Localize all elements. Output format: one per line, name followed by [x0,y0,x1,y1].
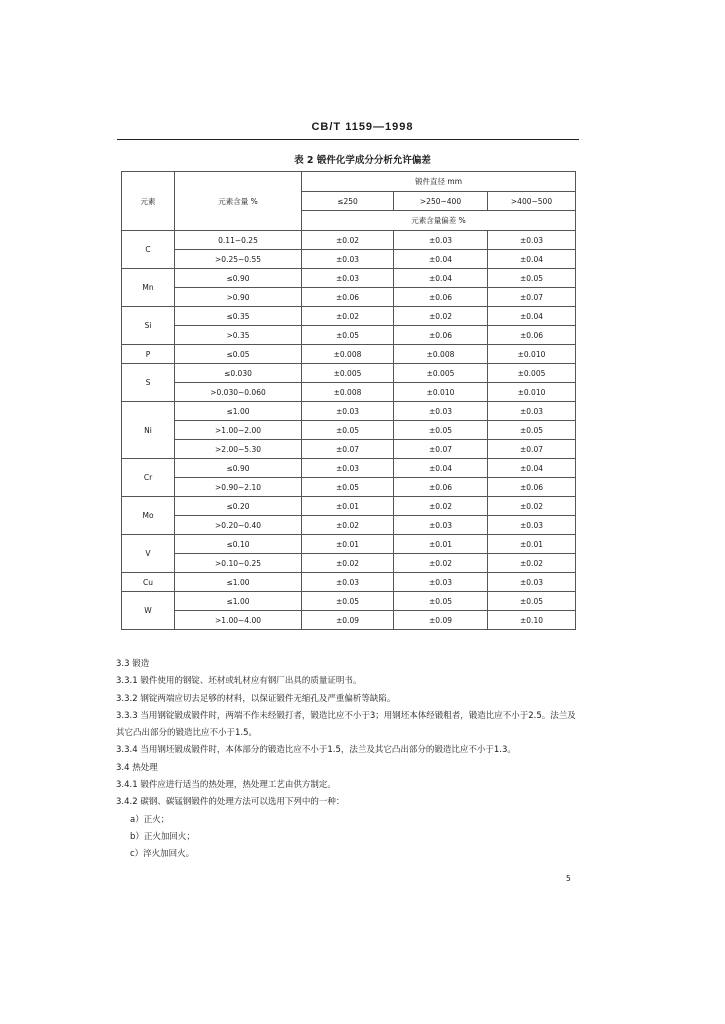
standard-number: CB/T 1159—1998 [311,121,414,133]
deviation-cell: ±0.03 [488,402,576,421]
table-row [122,611,576,630]
deviation-cell: ±0.010 [488,383,576,402]
element-cell: P [122,345,175,364]
element-cell: C [122,231,175,269]
deviation-cell: ±0.005 [488,364,576,383]
page-number: 5 [566,874,571,883]
deviation-cell: ±0.03 [302,250,394,269]
table-row [122,440,576,459]
table-row [122,421,576,440]
deviation-cell: ±0.04 [394,459,488,478]
content-cell: >0.90 [175,288,302,307]
table-row [122,250,576,269]
deviation-cell: ±0.010 [394,383,488,402]
element-cell: Mn [122,269,175,307]
header-diameter-2: >250~400 [394,192,488,211]
content-cell: ≤0.35 [175,307,302,326]
text-paragraph: 3.3.3 当用钢锭锻成锻件时，两端不作未经锻打者，锻造比应不小于3；用钢坯本体经锻粗者，锻造比应不小于2.5。法兰及其它凸出部分的锻造比应不小于1.5。 [116,710,576,739]
content-cell: >2.00~5.30 [175,440,302,459]
element-cell: Cr [122,459,175,497]
content-cell: ≤0.05 [175,345,302,364]
deviation-cell: ±0.008 [394,345,488,364]
table-row [122,535,576,554]
deviation-cell: ±0.03 [302,402,394,421]
text-paragraph: 3.4 热处理 [116,762,158,773]
deviation-cell: ±0.06 [488,478,576,497]
header-diameter-1: ≤250 [302,192,394,211]
deviation-cell: ±0.03 [394,573,488,592]
deviation-cell: ±0.05 [394,592,488,611]
deviation-cell: ±0.02 [488,554,576,573]
content-cell: >0.20~0.40 [175,516,302,535]
deviation-cell: ±0.03 [488,516,576,535]
table-row [122,478,576,497]
element-cell: V [122,535,175,573]
table-row [122,383,576,402]
table-row [122,364,576,383]
deviation-cell: ±0.03 [394,231,488,250]
text-paragraph: 3.4.2 碳钢、碳锰钢锻件的处理方法可以选用下列中的一种： [116,797,345,808]
content-cell: ≤1.00 [175,592,302,611]
table-row [122,345,576,364]
content-cell: ≤1.00 [175,573,302,592]
table-row [122,231,576,250]
deviation-cell: ±0.07 [488,288,576,307]
deviation-cell: ±0.07 [488,440,576,459]
deviation-cell: ±0.02 [394,497,488,516]
deviation-cell: ±0.09 [302,611,394,630]
content-cell: ≤0.20 [175,497,302,516]
content-cell: >0.030~0.060 [175,383,302,402]
deviation-cell: ±0.02 [394,554,488,573]
text-paragraph: 3.3 锻造 [116,659,150,669]
content-cell: 0.11~0.25 [175,231,302,250]
table-row [122,459,576,478]
text-paragraph: c）淬火加回火。 [130,849,195,860]
deviation-cell: ±0.01 [302,497,394,516]
table-row [122,288,576,307]
content-cell: ≤0.90 [175,459,302,478]
element-cell: Ni [122,402,175,459]
deviation-cell: ±0.05 [302,592,394,611]
deviation-cell: ±0.02 [302,307,394,326]
header-element: 元素 [122,172,175,231]
deviation-cell: ±0.04 [488,307,576,326]
deviation-cell: ±0.07 [394,440,488,459]
deviation-cell: ±0.05 [302,326,394,345]
text-paragraph: 3.3.4 当用钢坯锻成锻件时，本体部分的锻造比应不小于1.5，法兰及其它凸出部分的锻造比应不小于1.3。 [116,745,516,756]
content-cell: >1.00~2.00 [175,421,302,440]
text-paragraph: 3.3.2 钢锭两端应切去足够的材料，以保证锻件无缩孔及严重偏析等缺陷。 [116,693,396,704]
deviation-cell: ±0.04 [394,269,488,288]
deviation-cell: ±0.03 [302,269,394,288]
header-deviation: 元素含量偏差 % [302,211,576,231]
deviation-cell: ±0.04 [488,459,576,478]
table-row [122,326,576,345]
deviation-cell: ±0.03 [394,402,488,421]
table-row [122,497,576,516]
deviation-cell: ±0.06 [394,288,488,307]
deviation-cell: ±0.05 [488,592,576,611]
text-paragraph: b）正火加回火； [130,831,195,842]
deviation-cell: ±0.03 [488,231,576,250]
element-cell: Mo [122,497,175,535]
header-diameter-3: >400~500 [488,192,576,211]
deviation-cell: ±0.010 [488,345,576,364]
header-diameter: 锻件直径 mm [302,172,576,192]
deviation-cell: ±0.02 [302,516,394,535]
deviation-cell: ±0.03 [302,573,394,592]
table-row [122,554,576,573]
header-rule [117,139,579,140]
table-row [122,402,576,421]
deviation-cell: ±0.02 [488,497,576,516]
deviation-cell: ±0.03 [488,573,576,592]
deviation-cell: ±0.06 [394,326,488,345]
deviation-cell: ±0.05 [488,421,576,440]
element-cell: Si [122,307,175,345]
content-cell: >0.10~0.25 [175,554,302,573]
content-cell: >0.35 [175,326,302,345]
deviation-cell: ±0.06 [488,326,576,345]
deviation-cell: ±0.04 [394,250,488,269]
content-cell: ≤0.90 [175,269,302,288]
element-cell: W [122,592,175,630]
deviation-cell: ±0.05 [488,269,576,288]
deviation-cell: ±0.005 [394,364,488,383]
text-paragraph: a）正火； [130,814,170,825]
header-content: 元素含量 % [175,172,302,231]
table-row [122,516,576,535]
table-row [122,573,576,592]
content-cell: ≤0.10 [175,535,302,554]
deviation-cell: ±0.06 [394,478,488,497]
element-cell: Cu [122,573,175,592]
deviation-cell: ±0.06 [302,288,394,307]
deviation-cell: ±0.04 [488,250,576,269]
table-row [122,307,576,326]
deviation-cell: ±0.01 [488,535,576,554]
deviation-cell: ±0.005 [302,364,394,383]
deviation-cell: ±0.05 [394,421,488,440]
deviation-table [121,171,576,630]
deviation-cell: ±0.09 [394,611,488,630]
content-cell: ≤1.00 [175,402,302,421]
content-cell: ≤0.030 [175,364,302,383]
body-text [116,656,578,864]
table-row [122,269,576,288]
deviation-cell: ±0.02 [302,554,394,573]
deviation-cell: ±0.10 [488,611,576,630]
deviation-cell: ±0.02 [302,231,394,250]
deviation-cell: ±0.01 [394,535,488,554]
text-paragraph: 3.3.1 锻件使用的钢锭、坯材或轧材应有钢厂出具的质量证明书。 [116,676,362,687]
deviation-cell: ±0.05 [302,421,394,440]
deviation-cell: ±0.05 [302,478,394,497]
deviation-cell: ±0.008 [302,345,394,364]
table-title: 表 2 锻件化学成分分析允许偏差 [294,155,431,166]
content-cell: >1.00~4.00 [175,611,302,630]
deviation-cell: ±0.008 [302,383,394,402]
deviation-cell: ±0.02 [394,307,488,326]
deviation-cell: ±0.07 [302,440,394,459]
content-cell: >0.90~2.10 [175,478,302,497]
deviation-cell: ±0.03 [394,516,488,535]
element-cell: S [122,364,175,402]
table-row [122,592,576,611]
text-paragraph: 3.4.1 锻件应进行适当的热处理，热处理工艺由供方制定。 [116,780,336,791]
content-cell: >0.25~0.55 [175,250,302,269]
deviation-cell: ±0.03 [302,459,394,478]
deviation-cell: ±0.01 [302,535,394,554]
